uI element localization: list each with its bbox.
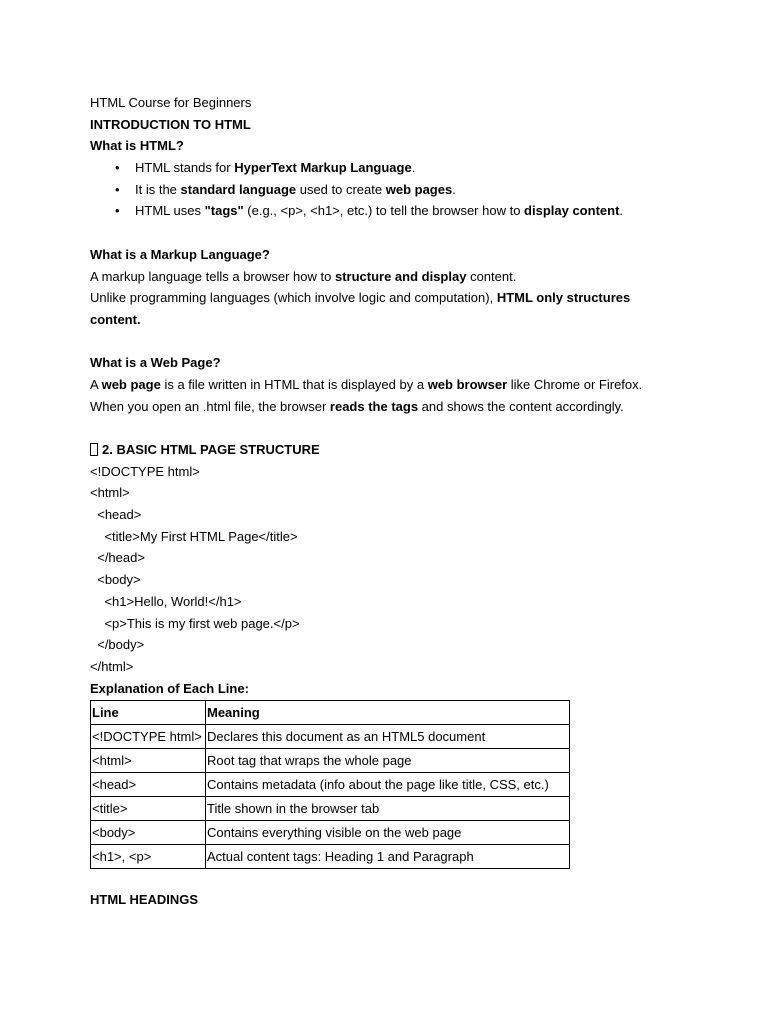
markup-paragraph-1 xyxy=(90,266,690,288)
paragraph-bold-text: HTML only structures xyxy=(496,290,631,306)
paragraph-text: is a file written in HTML that is displayed by a xyxy=(160,376,428,392)
headings-section-title: HTML HEADINGS xyxy=(90,892,199,908)
list-item xyxy=(90,200,690,222)
paragraph-bold-text: web browser xyxy=(427,376,508,392)
bullet-text: . xyxy=(411,160,416,176)
webpage-paragraph-2 xyxy=(90,396,690,418)
paragraph-text: and shows the content accordingly. xyxy=(418,398,624,414)
table-cell: Declares this document as an HTML5 document xyxy=(206,725,570,749)
spacer xyxy=(90,331,690,353)
code-line: </html> xyxy=(90,658,134,674)
bullet-bold-text: HyperText Markup Language xyxy=(234,160,412,176)
code-line: <h1>Hello, World!</h1> xyxy=(90,593,242,609)
missing-glyph-icon xyxy=(90,443,98,456)
markup-heading: What is a Markup Language? xyxy=(90,246,270,262)
table-row xyxy=(91,725,570,749)
paragraph-text: A markup language tells a browser how to xyxy=(90,268,335,284)
explanation-table xyxy=(90,700,570,869)
table-cell: <body> xyxy=(91,821,206,845)
question-what-is-html: What is HTML? xyxy=(90,138,184,154)
spacer xyxy=(90,222,690,244)
bullet-text: HTML uses xyxy=(135,203,205,219)
code-line: <body> xyxy=(90,572,141,588)
code-line: <html> xyxy=(90,485,130,501)
table-cell: Contains metadata (info about the page like title, CSS, etc.) xyxy=(206,773,570,797)
code-block xyxy=(90,461,690,678)
paragraph-bold-text: structure and display xyxy=(334,268,467,284)
intro-bullet-list xyxy=(90,157,690,222)
structure-heading-text: 2. BASIC HTML PAGE STRUCTURE xyxy=(102,442,320,457)
markup-paragraph-2 xyxy=(90,287,690,309)
course-title: HTML Course for Beginners xyxy=(90,95,252,110)
paragraph-bold-text: reads the tags xyxy=(329,398,419,414)
spacer xyxy=(90,417,690,439)
bullet-bold-text: standard language xyxy=(180,181,297,197)
spacer xyxy=(90,869,690,889)
table-row xyxy=(91,797,570,821)
table-cell: Title shown in the browser tab xyxy=(206,797,570,821)
table-header-cell: Meaning xyxy=(206,701,570,725)
bullet-text: used to create xyxy=(296,181,386,197)
paragraph-text: content. xyxy=(466,268,517,284)
bullet-text: . xyxy=(452,181,456,197)
paragraph-text: like Chrome or Firefox. xyxy=(507,376,643,392)
code-line: <!DOCTYPE html> xyxy=(90,463,200,479)
bullet-text: . xyxy=(619,203,624,219)
bullet-bold-text: display content xyxy=(524,203,620,219)
table-cell: <h1>, <p> xyxy=(91,845,206,869)
table-header-cell: Line xyxy=(91,701,206,725)
table-row xyxy=(91,821,570,845)
code-line: <title>My First HTML Page</title> xyxy=(90,528,298,544)
table-cell: Contains everything visible on the web page xyxy=(206,821,570,845)
table-cell: <html> xyxy=(91,749,206,773)
paragraph-text: Unlike programming languages (which involve logic and computation), xyxy=(90,290,497,306)
table-cell: <head> xyxy=(91,773,206,797)
markup-paragraph-2-cont: content. xyxy=(90,311,141,327)
table-header-row xyxy=(91,701,570,725)
table-row xyxy=(91,773,570,797)
code-line: <p>This is my first web page.</p> xyxy=(90,615,300,631)
list-item xyxy=(90,179,690,201)
explanation-heading: Explanation of Each Line: xyxy=(90,680,249,696)
paragraph-bold-text: web page xyxy=(101,376,161,392)
code-line: </body> xyxy=(90,637,145,653)
document-content xyxy=(90,92,690,911)
structure-heading xyxy=(90,439,690,461)
table-row xyxy=(91,749,570,773)
table-cell: Root tag that wraps the whole page xyxy=(206,749,570,773)
table-cell: <title> xyxy=(91,797,206,821)
bullet-bold-text: web pages xyxy=(385,181,453,197)
table-cell: Actual content tags: Heading 1 and Paragraph xyxy=(206,845,570,869)
section-intro-title: INTRODUCTION TO HTML xyxy=(90,116,251,132)
table-row xyxy=(91,845,570,869)
paragraph-text: A xyxy=(90,376,102,392)
webpage-paragraph-1 xyxy=(90,374,690,396)
webpage-heading: What is a Web Page? xyxy=(90,355,221,371)
paragraph-text: When you open an .html file, the browser xyxy=(90,398,330,414)
table-cell: <!DOCTYPE html> xyxy=(91,725,206,749)
bullet-bold-text: "tags" xyxy=(204,203,244,219)
list-item xyxy=(90,157,690,179)
bullet-text: (e.g., <p>, <h1>, etc.) to tell the browser how to xyxy=(243,203,525,219)
bullet-text: It is the xyxy=(135,181,181,197)
bullet-text: HTML stands for xyxy=(135,160,235,176)
code-line: </head> xyxy=(90,550,145,566)
code-line: <head> xyxy=(90,507,142,523)
